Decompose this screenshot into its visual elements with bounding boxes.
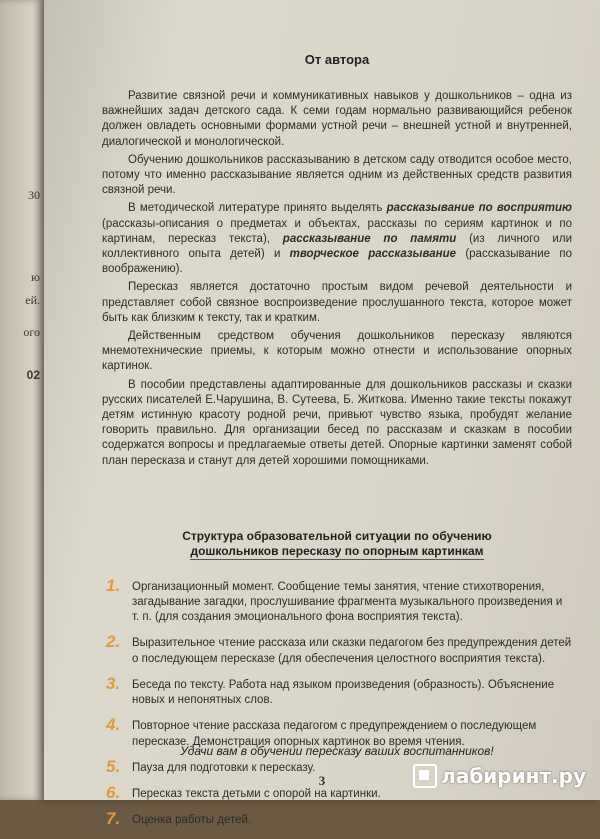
step-number: 3. [106,673,121,693]
watermark-text: лабиринт.ру [441,764,586,788]
book-page [44,0,600,829]
step-item [102,575,572,626]
structure-title-line: Структура образовательной ситуации по обучению [182,528,492,543]
left-fragment: ого [23,325,40,339]
left-fragment: 30 [28,188,40,202]
step-text: Пересказ текста детьми с опорой на картинки. [132,787,381,800]
step-item [102,673,572,708]
emphasis: рассказывание по восприятию [386,202,572,215]
step-text: Повторное чтение рассказа педагогом с предупреждением о последующем пересказе. Демонстрация опорных картинок во время чтения. [132,720,537,748]
step-number: 1. [106,575,121,595]
step-text: Оценка работы детей. [132,814,252,827]
left-fragment: ей. [25,293,40,307]
step-number: 7. [106,809,121,829]
step-number: 4. [106,715,121,735]
left-fragment: ю [31,270,40,284]
emphasis: творческое рассказывание [289,248,457,261]
page-number: 3 [318,773,326,788]
step-text: Организационный момент. Сообщение темы занятия, чтение стихотворения, загадывание загадки, прослушивание фрагмента музыкального произведения и т. п. (для создания эмоционального фона восприятия текста). [132,580,563,624]
page-content [102,40,572,839]
paragraph: В пособии представлены адаптированные для дошкольников рассказы и сказки русских писателей Е.Чарушина, В. Сутеева, Б. Житкова. Именно такие тексты покажут детям истинную красоту родной речи, привьют чувство языка, пробудят желание говорить правильно. Для организации бесед по рассказам и сказкам в пособии содержатся вопросы и предлагаемые ответы детей. Опорные картинки заменят собой план пересказа и станут для детей хорошими помощниками. [102,378,572,467]
left-page-edge [0,0,46,800]
text-run: (рассказы-описания о предметах и объектах, рассказы по сериям картинок и по картинам, пересказ текста), [102,217,572,245]
paragraph: Обучению дошкольников рассказыванию в детском саду отводится особое место, потому что именно рассказывание является одним из действенных средств развития связной речи. [102,153,572,197]
structure-title-line: дошкольников пересказу по опорным картинкам [190,543,484,558]
structure-title [102,529,572,560]
text-run: В методической литературе принято выделять [128,202,387,215]
paragraph: Действенным средством обучения дошкольников пересказу являются мнемотехнические приемы, к которым можно отнести и использование опорных картинок. [102,330,572,373]
step-text: Беседа по тексту. Работа над языком произведения (образность). Объяснение новых и непонятных слов. [132,678,555,707]
paragraph: Развитие связной речи и коммуникативных навыков у дошкольников – одна из важнейших задач детского сада. К семи годам нормально развивающийся ребенок должен овладеть основными формами устной речи – внешней устной и внутренней, диалогической и монологической. [102,90,572,148]
step-text: Пауза для подготовки к пересказу. [132,761,316,774]
step-number: 2. [106,632,121,652]
step-number: 5. [106,756,121,776]
section-title: От автора [304,52,370,67]
watermark [413,764,586,788]
text-run: (рассказывание по воображению). [102,248,572,276]
left-fragment: 02 [26,368,40,382]
step-number: 6. [106,782,121,802]
step-item [102,809,572,829]
text-run: (из личного или коллективного опыта детей) и [102,232,572,261]
step-item [102,632,572,666]
labirint-logo-icon [413,764,437,788]
step-text: Выразительное чтение рассказа или сказки педагогом без предупреждения детей о последующем пересказе (для обеспечения целостного восприятия текста). [132,637,572,665]
paragraph [102,201,572,277]
emphasis: рассказывание по памяти [282,232,457,245]
closing-line: Удачи вам в обучении пересказу ваших воспитанников! [180,744,494,758]
paragraph: Пересказ является достаточно простым видом речевой деятельности и представляет собой связное воспроизведение прослушанного текста, которое может быть как близким к тексту, так и кратким. [102,281,572,324]
